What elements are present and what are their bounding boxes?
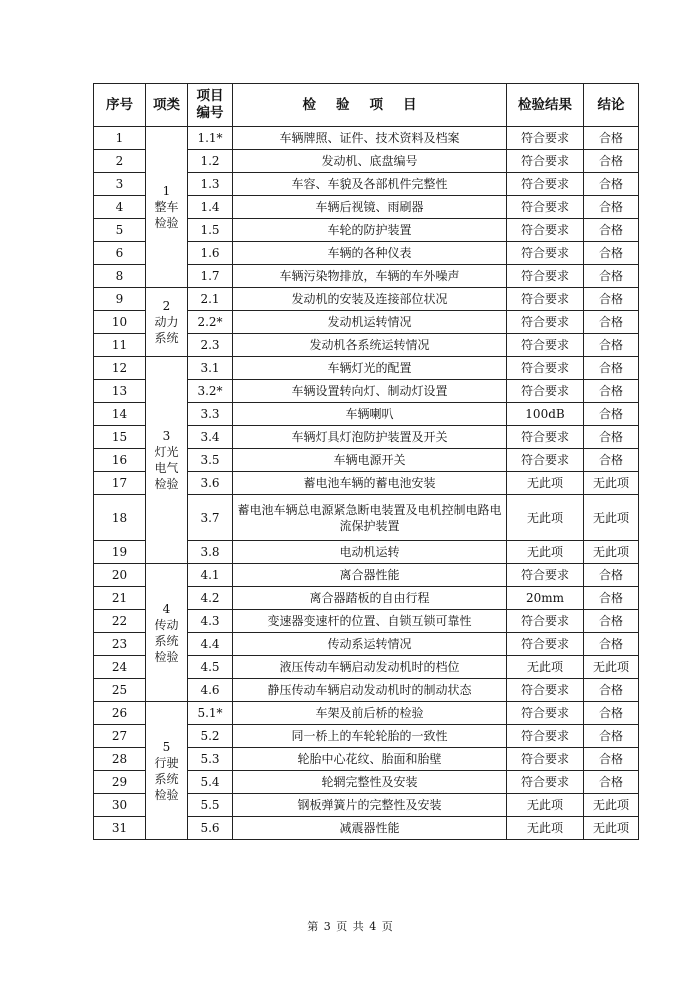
cell-item-code: 1.2 [188, 150, 233, 173]
cell-conclusion: 合格 [584, 219, 639, 242]
header-seq: 序号 [94, 84, 146, 127]
cell-result: 符合要求 [507, 610, 584, 633]
cell-inspection-item: 车辆喇叭 [233, 403, 507, 426]
cell-conclusion: 合格 [584, 196, 639, 219]
cell-inspection-item: 轮辋完整性及安装 [233, 771, 507, 794]
cell-result: 无此项 [507, 472, 584, 495]
footer-page-number: 3 [323, 920, 331, 933]
cell-result: 符合要求 [507, 449, 584, 472]
cell-conclusion: 合格 [584, 403, 639, 426]
cell-result: 符合要求 [507, 196, 584, 219]
cell-seq: 21 [94, 587, 146, 610]
table-row [94, 288, 639, 311]
header-conclusion: 结论 [584, 84, 639, 127]
cell-inspection-item: 离合器性能 [233, 564, 507, 587]
cell-category [146, 564, 188, 702]
category-number: 1 [162, 184, 171, 198]
table-row [94, 702, 639, 725]
header-row [94, 84, 639, 127]
cell-conclusion: 合格 [584, 357, 639, 380]
category-name-line: 检验 [154, 477, 179, 491]
header-result: 检验结果 [507, 84, 584, 127]
cell-conclusion: 无此项 [584, 817, 639, 840]
cell-conclusion: 合格 [584, 334, 639, 357]
cell-inspection-item: 离合器踏板的自由行程 [233, 587, 507, 610]
cell-item-code: 2.2* [188, 311, 233, 334]
category-name-line: 检验 [154, 216, 179, 230]
header-category: 项类 [146, 84, 188, 127]
inspection-table [93, 83, 639, 840]
cell-seq: 20 [94, 564, 146, 587]
cell-item-code: 4.3 [188, 610, 233, 633]
category-number: 4 [162, 601, 171, 616]
category-name-line: 系统 [154, 633, 179, 648]
cell-result: 符合要求 [507, 380, 584, 403]
cell-result: 符合要求 [507, 311, 584, 334]
cell-item-code: 4.1 [188, 564, 233, 587]
cell-result: 符合要求 [507, 771, 584, 794]
cell-inspection-item: 发动机运转情况 [233, 311, 507, 334]
footer-mid2: 共 [352, 920, 364, 933]
cell-inspection-item: 轮胎中心花纹、胎面和胎壁 [233, 748, 507, 771]
cell-result: 符合要求 [507, 334, 584, 357]
cell-item-code: 5.4 [188, 771, 233, 794]
category-name-line: 电气 [154, 461, 179, 475]
cell-item-code: 1.1* [188, 127, 233, 150]
category-number: 5 [162, 739, 171, 754]
cell-item-code: 2.3 [188, 334, 233, 357]
cell-item-code: 4.5 [188, 656, 233, 679]
cell-inspection-item: 车辆后视镜、雨刷器 [233, 196, 507, 219]
table-row [94, 564, 639, 587]
cell-result: 符合要求 [507, 288, 584, 311]
cell-seq: 12 [94, 357, 146, 380]
cell-inspection-item: 电动机运转 [233, 541, 507, 564]
cell-conclusion: 合格 [584, 242, 639, 265]
cell-item-code: 1.4 [188, 196, 233, 219]
footer-prefix: 第 [307, 920, 319, 933]
cell-result: 符合要求 [507, 564, 584, 587]
cell-item-code: 2.1 [188, 288, 233, 311]
cell-item-code: 4.2 [188, 587, 233, 610]
category-name-line: 系统 [154, 331, 179, 345]
cell-inspection-item: 发动机、底盘编号 [233, 150, 507, 173]
cell-item-code: 1.3 [188, 173, 233, 196]
cell-item-code: 5.1* [188, 702, 233, 725]
cell-result: 100dB [507, 403, 584, 426]
cell-inspection-item: 减震器性能 [233, 817, 507, 840]
cell-item-code: 3.6 [188, 472, 233, 495]
cell-inspection-item: 车容、车貌及各部机件完整性 [233, 173, 507, 196]
cell-conclusion: 合格 [584, 426, 639, 449]
cell-item-code: 4.6 [188, 679, 233, 702]
category-number: 3 [162, 429, 171, 443]
cell-item-code: 5.5 [188, 794, 233, 817]
cell-item-code: 3.3 [188, 403, 233, 426]
category-name-line: 系统 [154, 771, 179, 786]
cell-item-code: 1.7 [188, 265, 233, 288]
cell-item-code: 1.6 [188, 242, 233, 265]
cell-inspection-item: 车辆设置转向灯、制动灯设置 [233, 380, 507, 403]
cell-result: 符合要求 [507, 242, 584, 265]
cell-seq: 29 [94, 771, 146, 794]
cell-conclusion: 无此项 [584, 495, 639, 541]
cell-result: 符合要求 [507, 357, 584, 380]
cell-inspection-item: 车架及前后桥的检验 [233, 702, 507, 725]
footer-mid1: 页 [336, 920, 348, 933]
cell-result: 符合要求 [507, 219, 584, 242]
cell-seq: 23 [94, 633, 146, 656]
category-name-line: 灯光 [154, 445, 179, 459]
cell-inspection-item: 变速器变速杆的位置、自锁互锁可靠性 [233, 610, 507, 633]
cell-seq: 17 [94, 472, 146, 495]
cell-conclusion: 合格 [584, 173, 639, 196]
cell-conclusion: 合格 [584, 610, 639, 633]
cell-inspection-item: 发动机的安装及连接部位状况 [233, 288, 507, 311]
cell-inspection-item: 液压传动车辆启动发动机时的档位 [233, 656, 507, 679]
cell-seq: 3 [94, 173, 146, 196]
cell-seq: 18 [94, 495, 146, 541]
cell-seq: 4 [94, 196, 146, 219]
cell-item-code: 3.1 [188, 357, 233, 380]
cell-inspection-item: 钢板弹簧片的完整性及安装 [233, 794, 507, 817]
cell-result: 符合要求 [507, 748, 584, 771]
cell-result: 20mm [507, 587, 584, 610]
cell-inspection-item: 蓄电池车辆的蓄电池安装 [233, 472, 507, 495]
cell-inspection-item: 发动机各系统运转情况 [233, 334, 507, 357]
footer-page-total: 4 [369, 920, 377, 933]
cell-result: 符合要求 [507, 702, 584, 725]
cell-conclusion: 合格 [584, 449, 639, 472]
cell-result: 无此项 [507, 656, 584, 679]
cell-conclusion: 合格 [584, 587, 639, 610]
cell-conclusion: 合格 [584, 633, 639, 656]
header-item-code [188, 84, 233, 127]
header-inspection-item-text: 检验项目 [302, 96, 437, 113]
cell-conclusion: 合格 [584, 127, 639, 150]
cell-inspection-item: 车辆灯光的配置 [233, 357, 507, 380]
cell-item-code: 5.2 [188, 725, 233, 748]
cell-seq: 2 [94, 150, 146, 173]
cell-conclusion: 合格 [584, 771, 639, 794]
header-inspection-item [233, 84, 507, 127]
cell-conclusion: 合格 [584, 380, 639, 403]
cell-seq: 19 [94, 541, 146, 564]
cell-seq: 28 [94, 748, 146, 771]
cell-category [146, 127, 188, 288]
cell-seq: 10 [94, 311, 146, 334]
cell-conclusion: 合格 [584, 564, 639, 587]
cell-conclusion: 无此项 [584, 472, 639, 495]
cell-item-code: 1.5 [188, 219, 233, 242]
header-item-code-line2: 编号 [196, 105, 224, 121]
cell-category [146, 357, 188, 564]
cell-inspection-item: 车辆污染物排放，车辆的车外噪声 [233, 265, 507, 288]
category-name-line: 行驶 [154, 755, 179, 770]
cell-conclusion: 合格 [584, 311, 639, 334]
cell-seq: 8 [94, 265, 146, 288]
cell-seq: 26 [94, 702, 146, 725]
cell-conclusion: 合格 [584, 748, 639, 771]
cell-result: 符合要求 [507, 127, 584, 150]
category-name-line: 检验 [154, 787, 179, 802]
cell-seq: 22 [94, 610, 146, 633]
cell-inspection-item: 车辆电源开关 [233, 449, 507, 472]
cell-result: 无此项 [507, 794, 584, 817]
cell-conclusion: 无此项 [584, 656, 639, 679]
category-name-line: 整车 [154, 200, 179, 214]
cell-seq: 31 [94, 817, 146, 840]
cell-result: 无此项 [507, 541, 584, 564]
cell-inspection-item: 蓄电池车辆总电源紧急断电装置及电机控制电路电流保护装置 [233, 495, 507, 541]
cell-item-code: 3.7 [188, 495, 233, 541]
cell-seq: 24 [94, 656, 146, 679]
cell-seq: 16 [94, 449, 146, 472]
cell-inspection-item: 车辆的各种仪表 [233, 242, 507, 265]
cell-seq: 13 [94, 380, 146, 403]
cell-inspection-item: 车辆灯具灯泡防护装置及开关 [233, 426, 507, 449]
cell-item-code: 5.3 [188, 748, 233, 771]
cell-item-code: 3.2* [188, 380, 233, 403]
cell-category [146, 702, 188, 840]
cell-item-code: 3.5 [188, 449, 233, 472]
cell-result: 符合要求 [507, 265, 584, 288]
cell-conclusion: 合格 [584, 702, 639, 725]
inspection-table-body [94, 127, 639, 840]
cell-result: 符合要求 [507, 679, 584, 702]
category-name-line: 动力 [154, 315, 179, 329]
cell-conclusion: 合格 [584, 288, 639, 311]
header-item-code-line1: 项目 [196, 88, 224, 104]
cell-conclusion: 合格 [584, 725, 639, 748]
cell-seq: 9 [94, 288, 146, 311]
cell-item-code: 3.4 [188, 426, 233, 449]
table-row [94, 357, 639, 380]
cell-conclusion: 合格 [584, 679, 639, 702]
cell-inspection-item: 车辆牌照、证件、技术资料及档案 [233, 127, 507, 150]
footer-suffix: 页 [381, 920, 393, 933]
cell-result: 符合要求 [507, 633, 584, 656]
cell-seq: 5 [94, 219, 146, 242]
cell-seq: 6 [94, 242, 146, 265]
cell-inspection-item: 静压传动车辆启动发动机时的制动状态 [233, 679, 507, 702]
cell-seq: 1 [94, 127, 146, 150]
cell-result: 无此项 [507, 495, 584, 541]
cell-seq: 14 [94, 403, 146, 426]
cell-item-code: 4.4 [188, 633, 233, 656]
cell-item-code: 3.8 [188, 541, 233, 564]
cell-category [146, 288, 188, 357]
cell-seq: 15 [94, 426, 146, 449]
cell-result: 符合要求 [507, 173, 584, 196]
cell-result: 符合要求 [507, 150, 584, 173]
cell-seq: 11 [94, 334, 146, 357]
cell-conclusion: 无此项 [584, 541, 639, 564]
category-name-line: 传动 [154, 617, 179, 632]
category-name-line: 检验 [154, 649, 179, 664]
cell-seq: 30 [94, 794, 146, 817]
cell-inspection-item: 车轮的防护装置 [233, 219, 507, 242]
cell-inspection-item: 传动系运转情况 [233, 633, 507, 656]
cell-inspection-item: 同一桥上的车轮轮胎的一致性 [233, 725, 507, 748]
cell-seq: 27 [94, 725, 146, 748]
cell-conclusion: 合格 [584, 265, 639, 288]
cell-conclusion: 合格 [584, 150, 639, 173]
cell-result: 符合要求 [507, 725, 584, 748]
cell-result: 符合要求 [507, 426, 584, 449]
cell-seq: 25 [94, 679, 146, 702]
cell-result: 无此项 [507, 817, 584, 840]
page-footer [0, 918, 700, 934]
cell-conclusion: 无此项 [584, 794, 639, 817]
cell-item-code: 5.6 [188, 817, 233, 840]
category-number: 2 [162, 299, 171, 313]
table-row [94, 127, 639, 150]
